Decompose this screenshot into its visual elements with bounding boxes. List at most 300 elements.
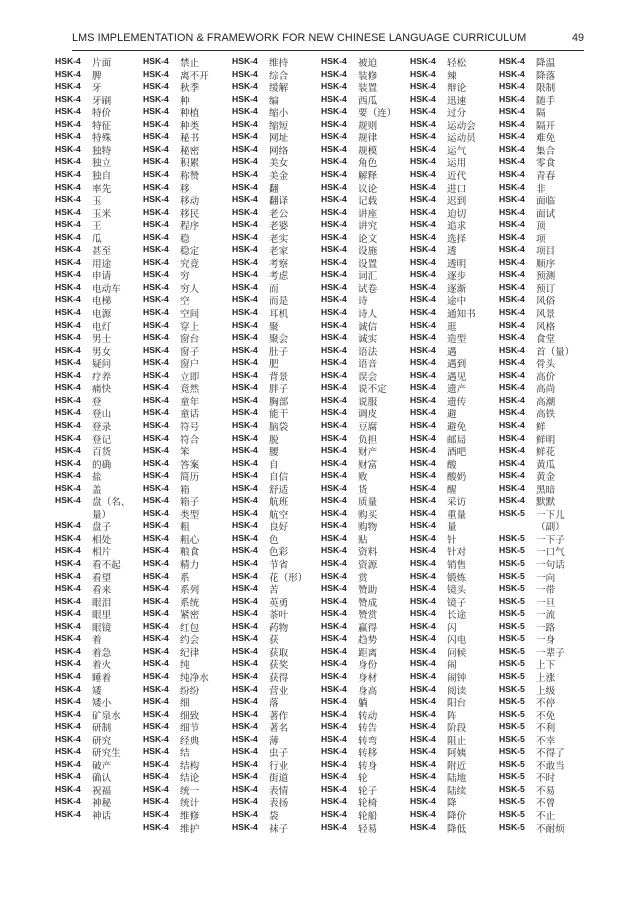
vocab-word: 维修 [180, 811, 200, 822]
hsk-level: HSK-4 [410, 796, 436, 807]
hsk-level: HSK-4 [143, 507, 169, 518]
hsk-level: HSK-5 [499, 532, 525, 543]
vocab-word: 相片 [92, 547, 112, 559]
hsk-level: HSK-4 [321, 746, 347, 757]
vocab-word: 闹钟 [447, 672, 467, 684]
hsk-level: HSK-4 [232, 194, 258, 205]
vocab-word: 阿姨 [447, 748, 467, 760]
vocab-word: 瓜 [92, 233, 102, 245]
hsk-level: HSK-4 [410, 620, 436, 631]
hsk-level: HSK-4 [321, 583, 347, 594]
hsk-level: HSK-5 [499, 733, 525, 744]
hsk-level: HSK-4 [321, 758, 347, 769]
hsk-level: HSK-5 [499, 633, 525, 644]
vocab-word: 考虑 [269, 271, 289, 283]
vocab-word: 闪电 [447, 635, 467, 647]
vocab-word: 男士 [92, 334, 112, 346]
vocab-word: 统一 [180, 785, 200, 797]
vocab-word: 透明 [447, 258, 467, 270]
vocab-word: 不得了 [536, 748, 565, 760]
vocab-word: 窗台 [180, 334, 200, 346]
vocab-word: 经典 [180, 735, 200, 747]
hsk-level: HSK-4 [499, 244, 525, 255]
hsk-level: HSK-4 [232, 319, 258, 330]
vocab-word: 率先 [92, 183, 112, 195]
vocab-word: 神秘 [92, 798, 112, 810]
hsk-level: HSK-4 [321, 344, 347, 355]
vocab-word: 一路 [536, 622, 556, 634]
hsk-level: HSK-4 [321, 482, 347, 493]
hsk-level: HSK-4 [232, 56, 258, 66]
hsk-level: HSK-4 [55, 633, 81, 644]
hsk-level: HSK-4 [143, 332, 169, 343]
hsk-level: HSK-5 [499, 708, 525, 719]
hsk-level: HSK-4 [499, 419, 525, 430]
hsk-level: HSK-4 [232, 746, 258, 757]
hsk-level: HSK-4 [232, 281, 258, 292]
vocab-word: 高铁 [536, 409, 556, 421]
hsk-level: HSK-4 [143, 809, 169, 819]
hsk-level: HSK-5 [499, 558, 525, 568]
vocab-word: 胖子 [269, 384, 289, 396]
hsk-level: HSK-4 [55, 670, 81, 681]
hsk-level: HSK-4 [55, 269, 81, 280]
hsk-level: HSK-4 [321, 357, 347, 368]
vocab-word: 非 [536, 183, 546, 195]
hsk-level: HSK-4 [232, 708, 258, 719]
hsk-level: HSK-4 [410, 545, 436, 556]
hsk-level: HSK-4 [232, 608, 258, 619]
vocab-word: 薄 [269, 735, 279, 747]
hsk-level: HSK-4 [143, 721, 169, 732]
hsk-level: HSK-4 [410, 281, 436, 292]
hsk-level: HSK-4 [321, 131, 347, 142]
vocab-word: 货 [358, 484, 368, 496]
hsk-level: HSK-4 [143, 696, 169, 707]
hsk-level: HSK-4 [55, 457, 81, 468]
vocab-word: 特征 [92, 120, 112, 132]
vocab-word: 营业 [269, 685, 289, 697]
vocab-word: 身材 [358, 672, 378, 684]
vocab-word: 途中 [447, 296, 467, 308]
hsk-level: HSK-4 [55, 244, 81, 255]
hsk-level: HSK-4 [143, 369, 169, 380]
hsk-level: HSK-4 [232, 206, 258, 217]
hsk-level: HSK-4 [499, 319, 525, 330]
hsk-level: HSK-4 [321, 394, 347, 405]
hsk-level: HSK-4 [55, 470, 81, 481]
vocab-word: 不易 [536, 785, 556, 797]
hsk-level: HSK-4 [321, 670, 347, 681]
hsk-level: HSK-4 [410, 783, 436, 794]
hsk-level: HSK-4 [143, 194, 169, 205]
vocab-word: 语音 [358, 359, 378, 371]
vocab-word: 针 [447, 534, 457, 546]
vocab-word: 一句话 [536, 560, 565, 571]
hsk-level: HSK-4 [55, 231, 81, 242]
hsk-level: HSK-4 [55, 520, 81, 531]
hsk-level: HSK-4 [499, 432, 525, 443]
vocab-word: 自 [269, 459, 279, 471]
vocab-word: 解释 [358, 170, 378, 182]
vocab-word: 自信 [269, 472, 289, 484]
vocab-word: 研究生 [92, 748, 121, 760]
hsk-level: HSK-4 [143, 106, 169, 117]
hsk-level: HSK-4 [410, 608, 436, 619]
hsk-level: HSK-4 [321, 244, 347, 255]
vocab-word: 祝福 [92, 785, 112, 797]
hsk-level: HSK-4 [143, 93, 169, 104]
vocab-word: 独自 [92, 170, 112, 182]
hsk-level: HSK-4 [55, 357, 81, 368]
vocab-word: 矮小 [92, 698, 112, 710]
vocab-word: 语法 [358, 346, 378, 358]
hsk-level: HSK-4 [410, 382, 436, 393]
vocab-word: 获 [269, 635, 279, 647]
vocab-word: 登记 [92, 434, 112, 446]
vocab-word: 紧密 [180, 610, 200, 622]
hsk-level: HSK-4 [499, 394, 525, 405]
hsk-level: HSK-4 [410, 683, 436, 694]
vocab-word: 老公 [269, 208, 289, 220]
vocab-word: 而是 [269, 296, 289, 308]
hsk-level: HSK-4 [143, 382, 169, 393]
vocab-word: 不耐烦 [536, 823, 565, 835]
hsk-level: HSK-4 [143, 407, 169, 418]
vocab-word: 登山 [92, 409, 112, 421]
vocab-word: 针对 [447, 547, 467, 559]
vocab-word: 种类 [180, 120, 200, 132]
vocab-word: 迅速 [447, 95, 467, 107]
hsk-level: HSK-4 [410, 319, 436, 330]
hsk-level: HSK-4 [55, 595, 81, 606]
vocab-word: 一下儿 [536, 509, 565, 521]
hsk-level: HSK-4 [232, 131, 258, 142]
hsk-level: HSK-4 [232, 68, 258, 79]
hsk-level: HSK-4 [410, 507, 436, 518]
vocab-word: 鲜 [536, 421, 546, 433]
hsk-level: HSK-4 [55, 281, 81, 292]
vocab-word: 电梯 [92, 296, 112, 308]
hsk-level: HSK-5 [499, 595, 525, 606]
hsk-level: HSK-4 [143, 633, 169, 644]
hsk-level: HSK-4 [55, 118, 81, 129]
vocab-word: 英勇 [269, 597, 289, 609]
hsk-level: HSK-4 [321, 143, 347, 154]
hsk-level: HSK-4 [143, 683, 169, 694]
hsk-level: HSK-4 [321, 194, 347, 205]
vocab-word: 邮局 [447, 434, 467, 446]
hsk-level: HSK-5 [499, 809, 525, 819]
hsk-level: HSK-4 [55, 482, 81, 493]
hsk-level: HSK-4 [321, 219, 347, 230]
vocab-word: 获取 [269, 647, 289, 659]
vocab-word: 降低 [447, 823, 467, 835]
vocab-word: 风格 [536, 321, 556, 333]
vocab-word: 肥 [269, 359, 279, 371]
vocab-word: 追求 [447, 221, 467, 233]
vocab-word: 通知书 [447, 309, 476, 320]
hsk-level: HSK-4 [321, 821, 347, 832]
hsk-level: HSK-4 [232, 796, 258, 807]
vocab-word: 默默 [536, 497, 556, 509]
hsk-level: HSK-4 [410, 432, 436, 443]
vocab-word: 资料 [358, 547, 378, 559]
vocab-word: 结构 [180, 760, 200, 772]
vocab-word: 一流 [536, 610, 556, 622]
hsk-level: HSK-4 [143, 281, 169, 292]
hsk-level: HSK-4 [410, 369, 436, 380]
vocab-word: 零食 [536, 158, 556, 170]
hsk-level: HSK-4 [55, 558, 81, 568]
vocab-word: 青春 [536, 170, 556, 182]
hsk-level: HSK-4 [321, 231, 347, 242]
vocab-word: 距离 [358, 647, 378, 659]
vocab-word: 秘书 [180, 133, 200, 145]
vocab-word: 轮子 [358, 785, 378, 797]
vocab-word: 究竟 [180, 258, 200, 270]
hsk-level: HSK-4 [55, 583, 81, 594]
vocab-word: 翻 [269, 183, 279, 195]
vocab-word: 装置 [358, 83, 378, 95]
vocab-word: 避 [447, 409, 457, 421]
vocab-word: 窗户 [180, 359, 200, 371]
hsk-level: HSK-4 [499, 294, 525, 305]
vocab-word: 规律 [358, 133, 378, 145]
vocab-word: 美金 [269, 170, 289, 182]
hsk-level: HSK-4 [232, 595, 258, 606]
vocab-word: 睡着 [92, 672, 112, 684]
vocab-word: 进口 [447, 183, 467, 195]
vocab-word: 遗产 [447, 384, 467, 396]
hsk-level: HSK-4 [410, 733, 436, 744]
vocab-word: 用途 [92, 258, 112, 270]
hsk-level: HSK-4 [499, 269, 525, 280]
hsk-level: HSK-4 [143, 733, 169, 744]
header-rule [72, 50, 584, 51]
hsk-level: HSK-4 [321, 256, 347, 267]
vocab-word: 项 [536, 233, 546, 245]
vocab-word: 著名 [269, 723, 289, 735]
vocab-word: 讲座 [358, 208, 378, 220]
vocab-word: 舒适 [269, 484, 289, 496]
vocab-word: 红包 [180, 622, 200, 634]
vocab-word: 造型 [447, 334, 467, 346]
hsk-level: HSK-4 [143, 520, 169, 531]
hsk-level: HSK-4 [321, 495, 347, 506]
vocab-word: 移 [180, 183, 190, 195]
vocab-word: 符号 [180, 421, 200, 433]
hsk-level: HSK-4 [143, 344, 169, 355]
vocab-word: 闹 [447, 660, 457, 672]
vocab-word: 街道 [269, 773, 289, 785]
hsk-level: HSK-4 [143, 758, 169, 769]
hsk-level: HSK-4 [55, 219, 81, 230]
hsk-level: HSK-5 [499, 696, 525, 707]
page-number: 49 [571, 32, 584, 44]
hsk-level: HSK-4 [143, 357, 169, 368]
hsk-level: HSK-4 [143, 821, 169, 832]
vocab-word: 维护 [180, 823, 200, 835]
hsk-level: HSK-4 [232, 457, 258, 468]
vocab-word: 骨头 [536, 359, 556, 371]
hsk-level: HSK-4 [410, 658, 436, 669]
hsk-level: HSK-4 [55, 645, 81, 656]
vocab-word: 附近 [447, 760, 467, 772]
vocab-word: 鲜明 [536, 434, 556, 446]
vocab-word: 耳机 [269, 309, 289, 320]
vocab-word: 过分 [447, 108, 467, 120]
vocab-word: 不曾 [536, 798, 556, 810]
hsk-level: HSK-4 [143, 545, 169, 556]
vocab-word: 词汇 [358, 271, 378, 283]
hsk-level: HSK-4 [321, 168, 347, 179]
vocab-word: 老实 [269, 233, 289, 245]
vocab-word: 虫子 [269, 748, 289, 760]
vocab-word: 预测 [536, 271, 556, 283]
vocab-word: 转弯 [358, 735, 378, 747]
vocab-word: 申请 [92, 271, 112, 283]
hsk-level: HSK-4 [143, 608, 169, 619]
vocab-word: 趋势 [358, 635, 378, 647]
hsk-level: HSK-4 [232, 445, 258, 456]
vocab-word: 豆腐 [358, 421, 378, 433]
vocab-word: 一向 [536, 572, 556, 584]
vocab-word: 简历 [180, 472, 200, 484]
vocab-word: 考察 [269, 258, 289, 270]
hsk-level: HSK-4 [499, 118, 525, 129]
hsk-level: HSK-4 [55, 407, 81, 418]
hsk-level: HSK-4 [232, 382, 258, 393]
vocab-row [499, 821, 594, 837]
hsk-level: HSK-4 [232, 482, 258, 493]
vocab-word: 看望 [92, 572, 112, 584]
vocab-word: 一旦 [536, 597, 556, 609]
vocab-word: 茶叶 [269, 610, 289, 622]
vocab-word: 遇见 [447, 371, 467, 383]
hsk-level: HSK-4 [321, 419, 347, 430]
hsk-level: HSK-4 [55, 106, 81, 117]
hsk-level: HSK-4 [232, 156, 258, 167]
vocab-word: 电灯 [92, 321, 112, 333]
hsk-level: HSK-5 [499, 620, 525, 631]
vocab-word: 聚 [269, 321, 279, 333]
vocab-word: 设置 [358, 258, 378, 270]
vocab-word: 立即 [180, 371, 200, 383]
hsk-level: HSK-4 [410, 708, 436, 719]
hsk-level: HSK-5 [499, 545, 525, 556]
hsk-level: HSK-4 [410, 307, 436, 317]
vocab-word: 盘（名、 [92, 497, 131, 509]
vocab-word: 阵 [447, 710, 457, 722]
hsk-level: HSK-5 [499, 721, 525, 732]
vocab-word: 降 [447, 798, 457, 810]
vocab-word: 老家 [269, 246, 289, 258]
hsk-level: HSK-4 [410, 558, 436, 568]
vocab-word: 能干 [269, 409, 289, 421]
vocab-word: 称赞 [180, 170, 200, 182]
hsk-level: HSK-4 [321, 445, 347, 456]
vocab-word: 美女 [269, 158, 289, 170]
vocab-word: 表情 [269, 785, 289, 797]
vocab-word: 看不起 [92, 560, 121, 571]
vocab-word: 轻松 [447, 58, 467, 69]
hsk-level: HSK-4 [499, 281, 525, 292]
vocab-word: 精力 [180, 560, 200, 571]
hsk-level: HSK-4 [143, 570, 169, 581]
hsk-level: HSK-4 [55, 307, 81, 317]
vocab-word: 独特 [92, 145, 112, 157]
vocab-word: 统计 [180, 798, 200, 810]
hsk-level: HSK-4 [232, 520, 258, 531]
vocab-word: 种 [180, 95, 190, 107]
vocab-word: 种植 [180, 108, 200, 120]
hsk-level: HSK-4 [232, 369, 258, 380]
vocab-word: 遇 [447, 346, 457, 358]
hsk-level: HSK-4 [55, 445, 81, 456]
hsk-level: HSK-4 [143, 219, 169, 230]
vocab-word: 预订 [536, 283, 556, 295]
hsk-level: HSK-4 [499, 56, 525, 66]
hsk-level: HSK-4 [55, 708, 81, 719]
hsk-level: HSK-4 [321, 507, 347, 518]
hsk-level: HSK-4 [321, 620, 347, 631]
hsk-level: HSK-4 [55, 696, 81, 707]
vocab-word: 积累 [180, 158, 200, 170]
hsk-level: HSK-4 [499, 357, 525, 368]
hsk-level: HSK-4 [55, 532, 81, 543]
hsk-level: HSK-4 [410, 595, 436, 606]
vocab-row [321, 821, 416, 837]
hsk-level: HSK-4 [232, 645, 258, 656]
vocab-word: 脱 [269, 434, 279, 446]
vocab-word: 财富 [358, 459, 378, 471]
vocab-word: 设施 [358, 246, 378, 258]
hsk-level: HSK-4 [410, 231, 436, 242]
vocab-word: 痛快 [92, 384, 112, 396]
hsk-level: HSK-4 [55, 658, 81, 669]
vocab-word: 限制 [536, 83, 556, 95]
hsk-level: HSK-4 [410, 758, 436, 769]
vocab-word: 腰 [269, 447, 279, 459]
vocab-word: 遇到 [447, 359, 467, 371]
hsk-level: HSK-4 [143, 206, 169, 217]
vocab-word: 隔 [536, 108, 546, 120]
hsk-level: HSK-4 [55, 369, 81, 380]
hsk-level: HSK-4 [499, 382, 525, 393]
hsk-level: HSK-4 [143, 783, 169, 794]
hsk-level: HSK-4 [410, 457, 436, 468]
vocab-word: 空 [180, 296, 190, 308]
hsk-level: HSK-4 [499, 332, 525, 343]
hsk-level: HSK-4 [321, 532, 347, 543]
vocab-word: 表扬 [269, 798, 289, 810]
vocab-word: 神话 [92, 811, 112, 822]
vocab-word: 矿泉水 [92, 710, 121, 722]
hsk-level: HSK-4 [410, 583, 436, 594]
hsk-level: HSK-4 [499, 495, 525, 506]
vocab-word: 答案 [180, 459, 200, 471]
vocab-word: 销售 [447, 560, 467, 571]
hsk-level: HSK-4 [232, 670, 258, 681]
vocab-word: 航空 [269, 509, 289, 521]
hsk-level: HSK-4 [232, 683, 258, 694]
hsk-level: HSK-4 [410, 181, 436, 192]
hsk-level: HSK-4 [321, 432, 347, 443]
vocab-word: 系统 [180, 597, 200, 609]
hsk-level: HSK-4 [499, 231, 525, 242]
hsk-level: HSK-4 [232, 244, 258, 255]
